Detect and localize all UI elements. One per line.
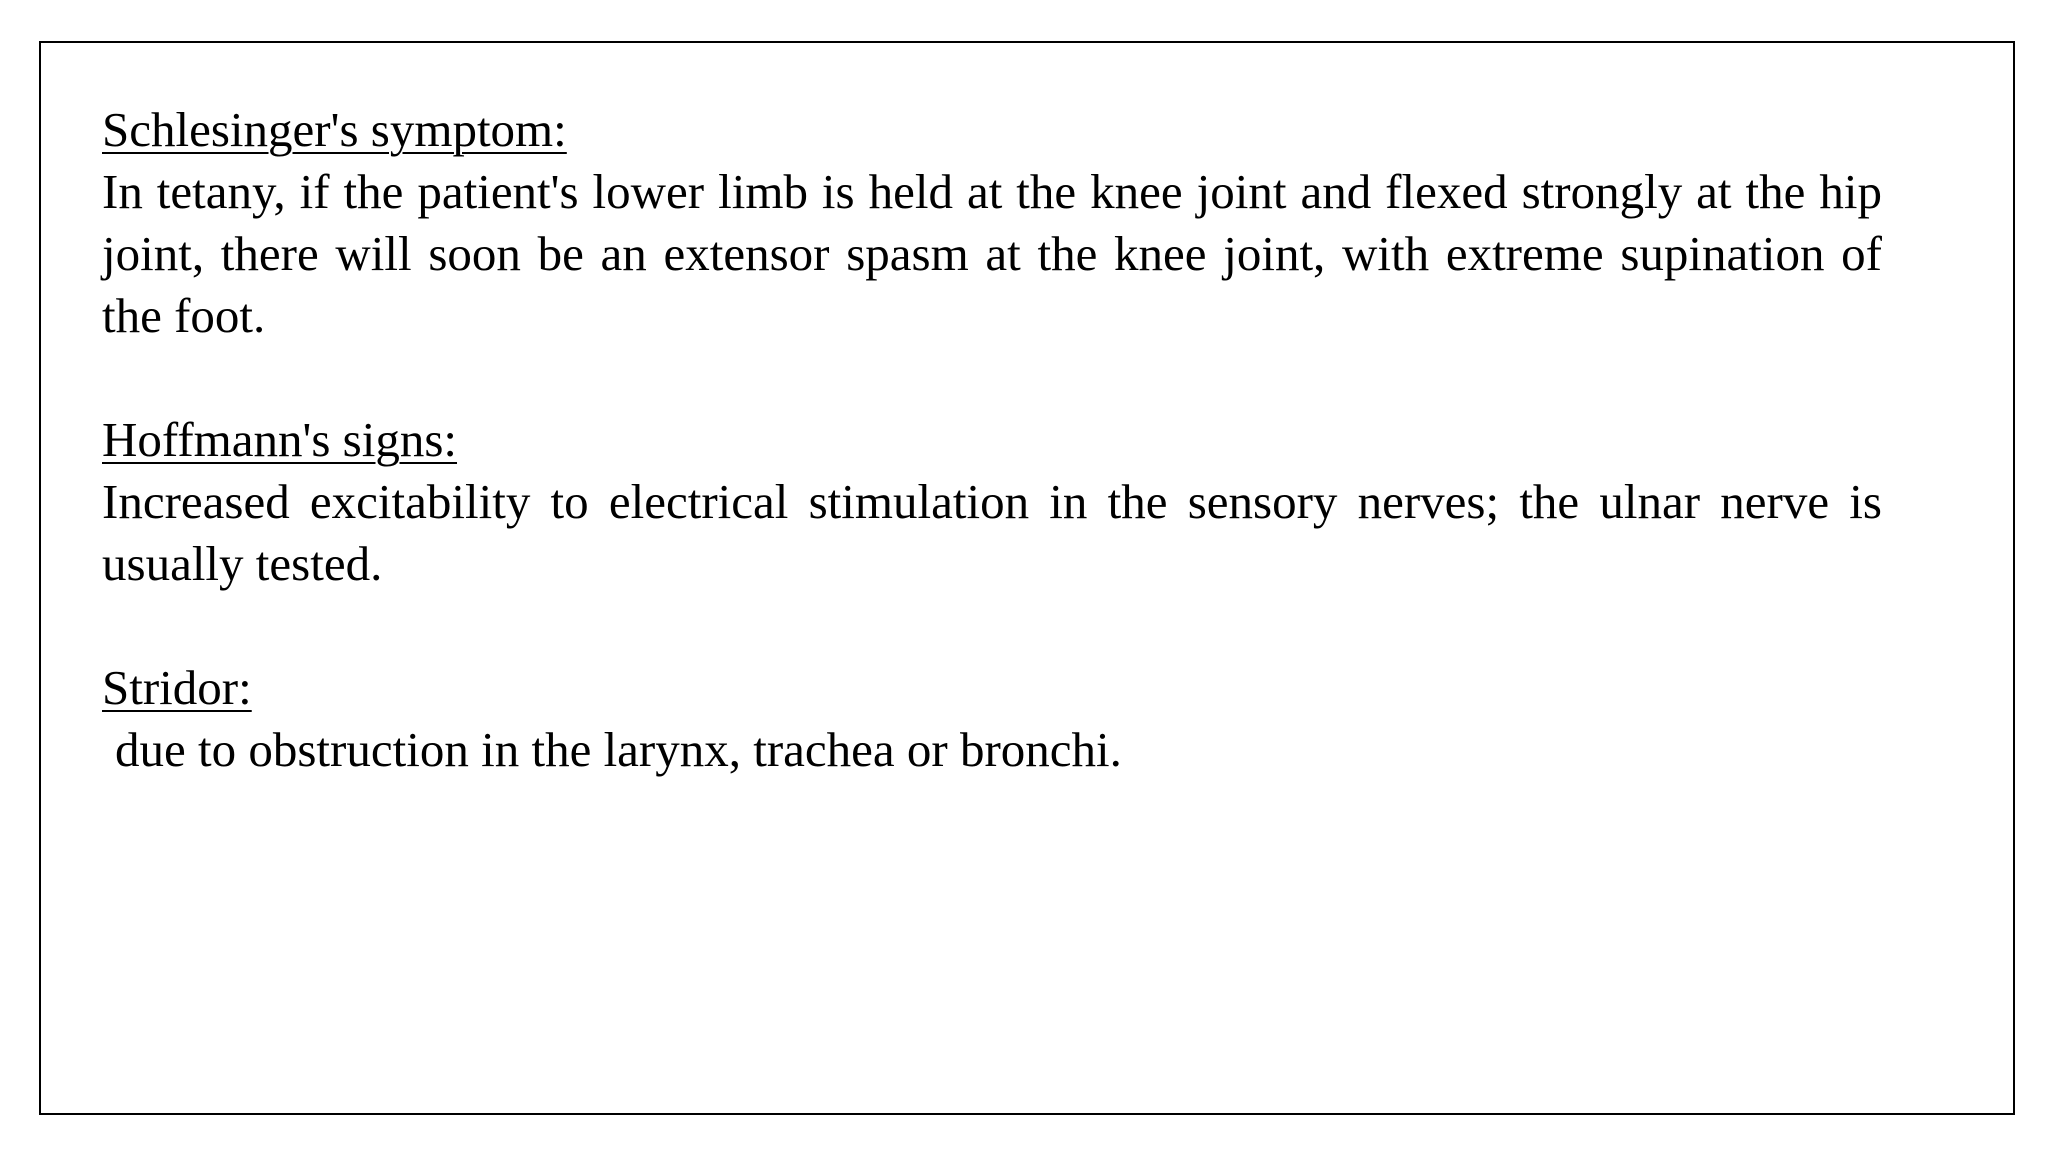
section-body: due to obstruction in the larynx, trachea or bronchi.: [115, 722, 1122, 777]
slide-content: [102, 99, 1882, 781]
section-stridor: [102, 657, 1882, 781]
section-body: Increased excitability to electrical stimulation in the sensory nerves; the ulnar nerve is usually tested.: [102, 474, 1882, 591]
section-hoffmann-signs: [102, 409, 1882, 595]
section-schlesinger-symptom: [102, 99, 1882, 347]
section-heading: Hoffmann's signs:: [102, 412, 458, 467]
section-heading: Schlesinger's symptom:: [102, 102, 567, 157]
section-heading: Stridor:: [102, 660, 252, 715]
section-body: In tetany, if the patient's lower limb is held at the knee joint and flexed strongly at the hip joint, there will soon be an extensor spasm at the knee joint, with extreme supination of the foot.: [102, 164, 1882, 343]
